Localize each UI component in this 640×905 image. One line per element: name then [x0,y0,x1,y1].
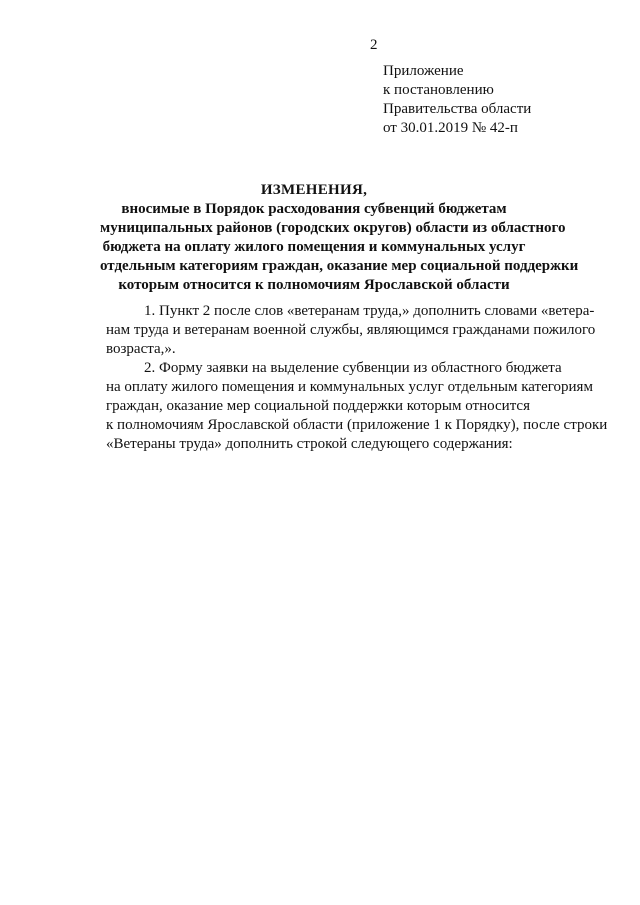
title-main: ИЗМЕНЕНИЯ, [260,182,368,198]
page-number: 2 [370,37,378,53]
title-line-1: вносимые в Порядок расходования субвенций бюджетам [121,201,507,217]
title-line-2: муниципальных районов (городских округов) области из областного [100,220,566,236]
paragraph-2-line-5: «Ветераны труда» дополнить строкой следующего содержания: [106,436,513,452]
appendix-line-3: Правительства области [383,101,532,117]
paragraph-2 [106,359,608,454]
paragraph-2-line-4: к полномочиям Ярославской области (приложение 1 к Порядку), после строки [106,417,608,433]
title-line-5: которым относится к полномочиям Ярославской области [118,277,510,293]
paragraph-1-line-1: 1. Пункт 2 после слов «ветеранам труда,» дополнить словами «ветера- [144,303,595,319]
appendix-line-1: Приложение [383,63,464,79]
paragraph-2-line-1: 2. Форму заявки на выделение субвенции из областного бюджета [144,360,562,376]
title-line-4: отдельным категориям граждан, оказание мер социальной поддержки [100,258,579,274]
title-line-3: бюджета на оплату жилого помещения и коммунальных услуг [102,239,526,255]
appendix-line-4: от 30.01.2019 № 42-п [383,120,518,136]
document-title [100,181,579,295]
paragraph-2-line-3: граждан, оказание мер социальной поддержки которым относится [106,398,530,414]
appendix-line-2: к постановлению [383,82,494,98]
paragraph-1-line-3: возраста,». [106,341,176,357]
paragraph-1-line-2: нам труда и ветеранам военной службы, являющимся гражданами пожилого [106,322,596,338]
appendix-header [383,62,531,138]
paragraph-1 [106,302,596,359]
paragraph-2-line-2: на оплату жилого помещения и коммунальных услуг отдельным категориям [106,379,593,395]
document-body [106,302,608,454]
